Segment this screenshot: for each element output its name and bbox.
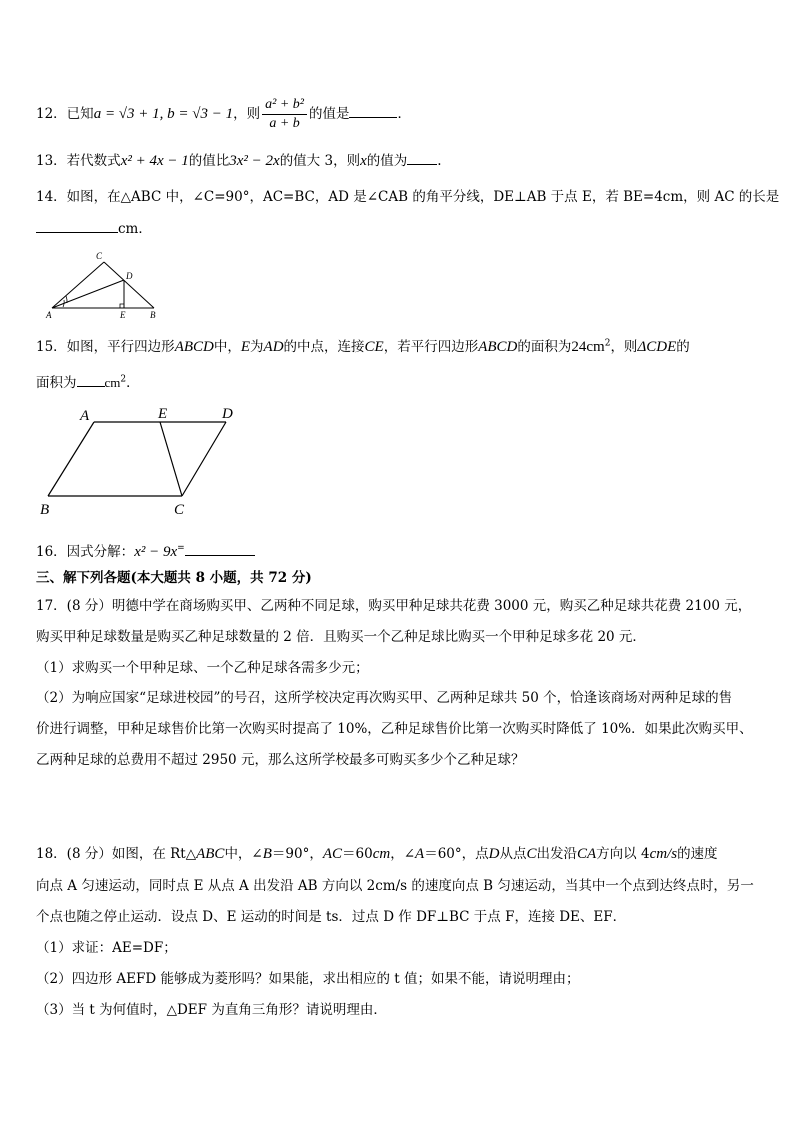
q18-abc: ABC (196, 846, 225, 862)
q15-line2-prefix: 面积为 (36, 375, 77, 391)
q12-frac-numerator: a² + b² (262, 96, 307, 115)
q15-abcd-2: ABCD (478, 339, 518, 355)
q14-triangle-figure (44, 250, 174, 322)
q15-answer-blank[interactable] (77, 372, 105, 387)
q13-prefix: 13．若代数式 (36, 153, 121, 169)
q18-pD: D (488, 846, 500, 862)
q14-answer-blank[interactable] (36, 218, 118, 233)
q18-l1d: ＝60 (342, 846, 373, 862)
q17-sub1: （1）求购买一个甲种足球、一个乙种足球各需多少元； (36, 660, 369, 676)
q15-p7: ，则 (610, 339, 638, 355)
q15-abcd: ABCD (174, 339, 214, 355)
q17-sub2-line1: （2）为响应国家“足球进校园”的号召，这所学校决定再次购买甲、乙两种足球共 50 个，恰逢该商场对两种足球的售 (36, 690, 733, 706)
q15-cde: ΔCDE (637, 339, 677, 355)
q17-sub2-line3: 乙两种足球的总费用不超过 2950 元，那么这所学校最多可购买多少个乙种足球？ (36, 752, 525, 768)
q13-answer-blank[interactable] (407, 150, 437, 165)
q12-line (36, 96, 411, 133)
q12-prefix: 12．已知 (36, 106, 94, 122)
q15-label-a: A (80, 408, 90, 424)
q15-parallelogram-figure (36, 402, 256, 522)
q12-fraction (262, 96, 307, 133)
q12-end: ． (397, 106, 411, 122)
q18-pC: C (526, 846, 537, 862)
q15-p5: ，若平行四边形 (383, 339, 479, 355)
q15-p6: 的面积为 (517, 339, 572, 355)
q13-suffix: 的值为 (366, 153, 408, 169)
q13-expr2: 3x² − 2x (229, 153, 280, 169)
q18-sub1: （1）求证：AE=DF； (36, 940, 177, 956)
q13-mid2: 的值大 3，则 (279, 153, 361, 169)
q14-label-e: E (120, 310, 126, 320)
q16-prefix: 16．因式分解： (36, 544, 135, 560)
q18-l1j: 的速度 (677, 846, 718, 862)
q18-line2: 向点 A 匀速运动，同时点 E 从点 A 出发沿 AB 方向以 2cm/s 的速度向点 B 匀速运动，当其中一个点到达终点时，另一 (36, 878, 754, 894)
q16-expr: x² − 9x (134, 544, 178, 560)
q15-line1: 15．如图，平行四边形ABCD中，E为AD的中点，连接CE，若平行四边形ABCD的面积为$24cm^2$，则ΔCDE的 (36, 338, 690, 355)
q14-line2 (36, 218, 152, 238)
q18-l1f: ＝60°，点 (424, 846, 489, 862)
q18-ac: AC (322, 846, 343, 862)
q18-sub2: （2）四边形 AEFD 能够成为菱形吗？如果能，求出相应的 t 值；如果不能，请说明理由； (36, 971, 580, 987)
q18-cm1: cm (372, 846, 391, 862)
q14-label-b: B (150, 310, 156, 320)
q13-mid1: 的值比 (188, 153, 230, 169)
q18-l1h: 出发沿 (536, 846, 577, 862)
q15-label-d: D (222, 406, 233, 422)
q13-var: x (360, 153, 367, 169)
q15-line2-end: ． (126, 375, 140, 391)
q15-label-b: B (40, 502, 50, 518)
q15-e: E (240, 339, 251, 355)
q18-line3: 个点也随之停止运动．设点 D、E 运动的时间是 ts．过点 D 作 DF⊥BC 于点 F，连接 DE、EF． (36, 909, 627, 925)
q15-p4: 的中点，连接 (283, 339, 365, 355)
q18-ca: CA (577, 846, 597, 862)
q18-angB: B (262, 846, 272, 862)
q15-line2-unit: cm (104, 375, 121, 390)
q17-sub2-line2: 价进行调整，甲种足球售价比第一次购买时提高了 10%，乙种足球售价比第一次购买时降低了 10%．如果此次购买甲、 (36, 721, 753, 737)
q18-line1 (36, 845, 718, 863)
q14-line1: 14．如图，在△ABC 中，∠C=90°，AC=BC，AD 是∠CAB 的角平分线，DE⊥AB 于点 E，若 BE=4cm，则 AC 的长是 (36, 189, 780, 205)
q12-suffix: 的值是 (308, 106, 350, 122)
q15-p1: 15．如图，平行四边形 (36, 339, 175, 355)
q15-ce: CE (364, 339, 384, 355)
q18-l1b: 中，∠ (224, 846, 263, 862)
q17-line2: 购买甲种足球数量是购买乙种足球数量的 2 倍．且购买一个乙种足球比购买一个甲种足球多花 20 元． (36, 629, 646, 645)
q14-label-c: C (96, 251, 103, 261)
q18-l1e: ，∠ (390, 846, 416, 862)
q17-line1: 17．(8 分）明德中学在商场购买甲、乙两种不同足球，购买甲种足球共花费 3000 元，购买乙种足球共花费 2100 元， (36, 598, 752, 614)
q13-end: . (437, 153, 442, 169)
q18-l1g: 从点 (499, 846, 527, 862)
q15-p3: 为 (250, 339, 264, 355)
q18-speed1: cm/s (649, 846, 678, 862)
q16-eq: = (177, 543, 185, 554)
q16-line (36, 541, 255, 561)
q14-label-d: D (126, 271, 133, 281)
q15-ad: AD (263, 339, 284, 355)
q15-label-e: E (158, 406, 168, 422)
q18-l1c: ＝90°， (271, 846, 323, 862)
section3-title: 三、解下列各题(本大题共 8 小题，共 72 分) (36, 570, 312, 586)
q13-expr1: x² + 4x − 1 (120, 153, 189, 169)
q14-label-a: A (46, 310, 52, 320)
q15-label-c: C (174, 502, 185, 518)
q15-area: 24cm (571, 339, 605, 355)
q12-answer-blank[interactable] (349, 103, 397, 118)
q15-p8: 的 (676, 339, 690, 355)
q18-l1i: 方向以 4 (596, 846, 650, 862)
q18-sub3: （3）当 t 为何值时，△DEF 为直角三角形？请说明理由． (36, 1002, 387, 1018)
q12-frac-denominator: a + b (269, 116, 300, 131)
q12-given-expr: a = √3 + 1, b = √3 − 1 (93, 106, 234, 122)
q15-p2: 中， (213, 339, 241, 355)
q12-mid: ，则 (233, 106, 261, 122)
q15-line2: 面积为 $cm^2$． (36, 372, 140, 392)
q18-angA: A (415, 846, 425, 862)
q18-l1a: 18．(8 分）如图，在 Rt△ (36, 846, 197, 862)
q16-answer-blank[interactable] (185, 541, 255, 556)
q14-unit: cm． (118, 221, 152, 237)
q13-line (36, 150, 442, 170)
